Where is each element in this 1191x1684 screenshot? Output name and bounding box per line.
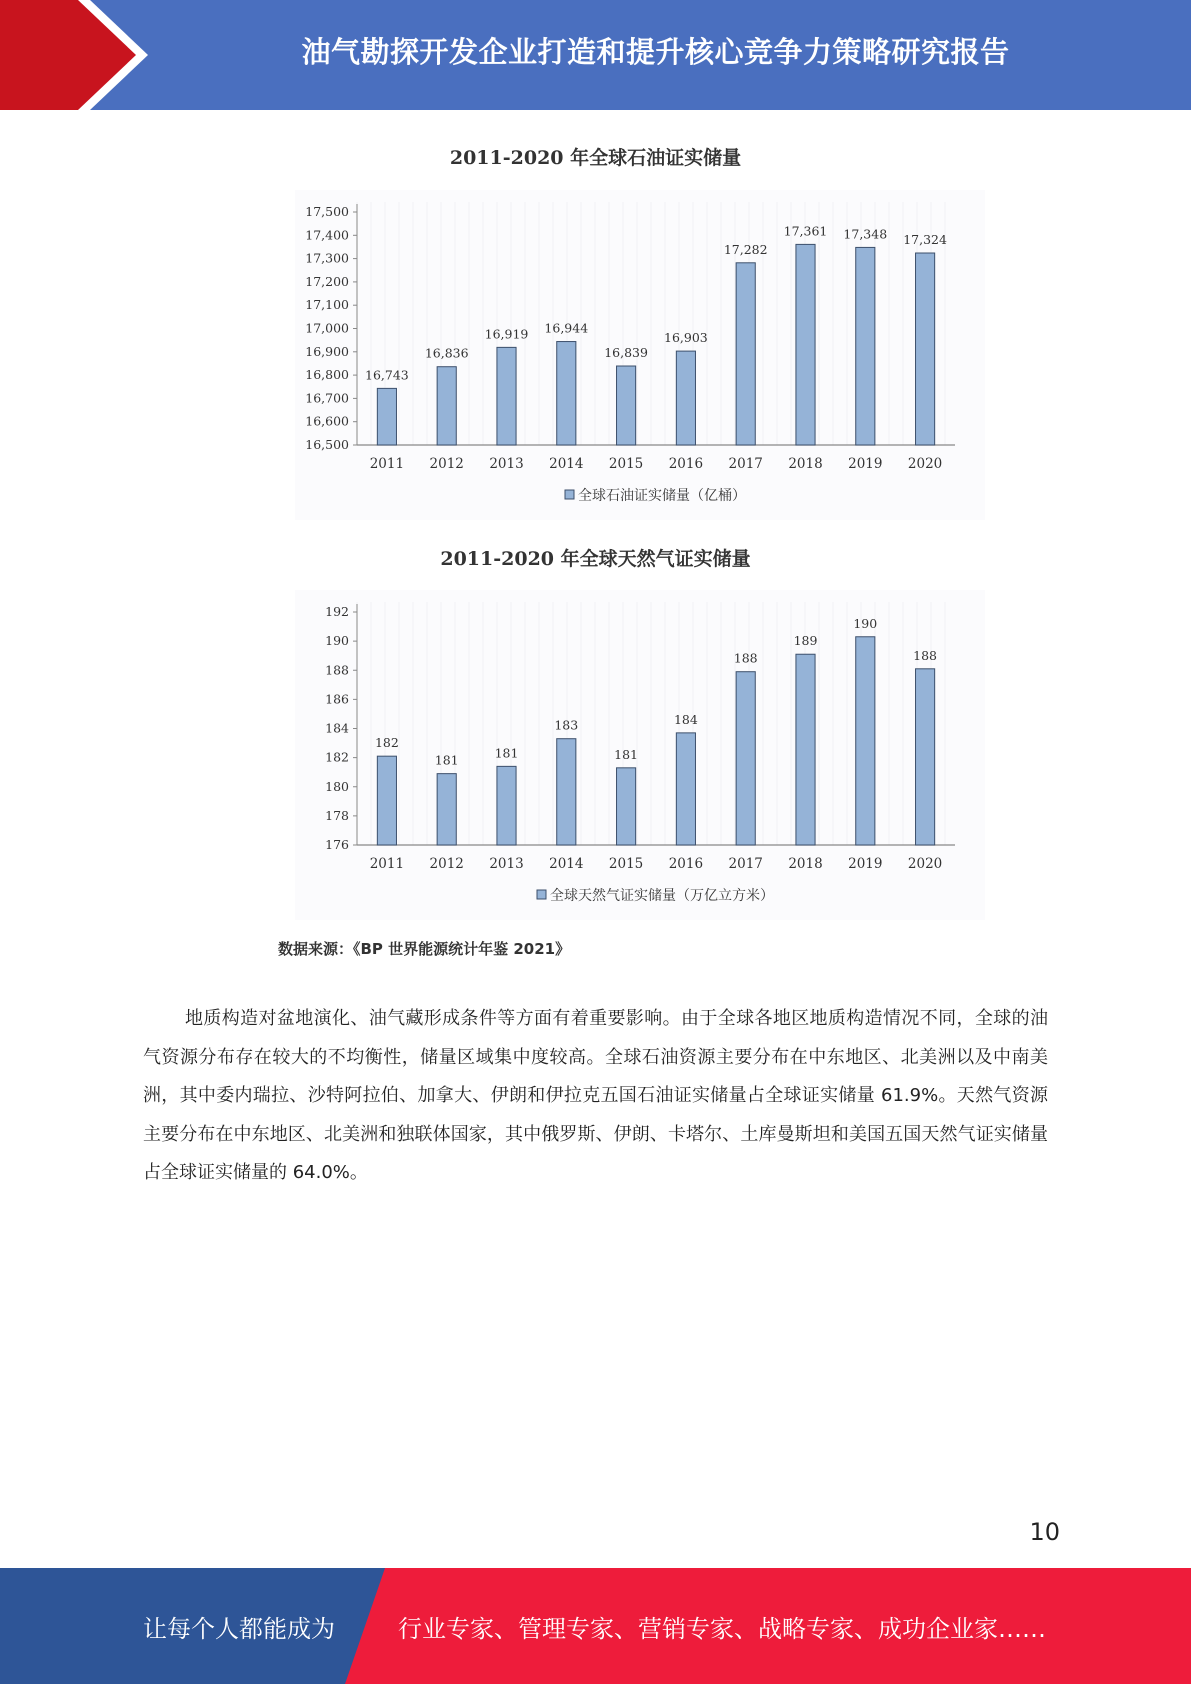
- data-label-2013: 181: [494, 745, 519, 761]
- y-tick-label: 17,300: [305, 250, 349, 266]
- legend-swatch: [565, 490, 574, 499]
- x-tick-label-2019: 2019: [848, 856, 883, 872]
- footer-bar: [0, 1568, 1191, 1684]
- bar-2019: [856, 247, 875, 445]
- data-label-2014: 183: [554, 717, 579, 733]
- y-tick-label: 17,400: [305, 227, 349, 243]
- data-label-2015: 16,839: [604, 345, 648, 361]
- gas-reserves-chart: [295, 590, 985, 920]
- x-tick-label-2016: 2016: [668, 456, 704, 472]
- legend-label: 全球天然气证实储量（万亿立方米）: [550, 888, 774, 904]
- data-label-2019: 190: [853, 615, 878, 631]
- data-label-2011: 16,743: [365, 367, 409, 383]
- data-label-2011: 182: [374, 735, 399, 751]
- y-tick-label: 182: [325, 749, 349, 765]
- bar-2018: [796, 244, 815, 445]
- y-tick-label: 176: [325, 837, 349, 852]
- y-tick-label: 178: [325, 807, 349, 823]
- data-label-2020: 188: [913, 647, 938, 663]
- bar-2015: [617, 366, 636, 445]
- y-tick-label: 17,500: [305, 204, 349, 219]
- footer-slogan-right: 行业专家、管理专家、营销专家、战略专家、成功企业家……: [398, 1614, 1046, 1643]
- x-tick-label-2018: 2018: [788, 856, 823, 872]
- data-label-2013: 16,919: [484, 326, 529, 342]
- x-tick-label-2020: 2020: [907, 456, 943, 472]
- data-label-2018: 17,361: [783, 223, 828, 239]
- report-title: 油气勘探开发企业打造和提升核心竞争力策略研究报告: [301, 34, 1010, 69]
- bar-2017: [736, 263, 755, 445]
- x-tick-label-2012: 2012: [429, 856, 464, 872]
- x-tick-label-2012: 2012: [429, 456, 464, 472]
- bar-2014: [557, 739, 576, 845]
- oil-chart-title: 2011-2020 年全球石油证实储量: [449, 147, 742, 169]
- y-tick-label: 17,100: [305, 297, 349, 313]
- data-label-2017: 17,282: [723, 241, 768, 257]
- x-tick-label-2019: 2019: [848, 456, 883, 472]
- bar-2019: [856, 637, 875, 845]
- y-tick-label: 184: [325, 720, 349, 736]
- data-label-2012: 16,836: [424, 345, 469, 361]
- gas-chart-title: 2011-2020 年全球天然气证实储量: [440, 548, 751, 570]
- bar-2020: [916, 253, 935, 445]
- y-tick-label: 16,500: [305, 437, 349, 452]
- body-paragraph: 地质构造对盆地演化、油气藏形成条件等方面有着重要影响。由于全球各地区地质构造情况不同，全球的油气资源分布存在较大的不均衡性，储量区域集中度较高。全球石油资源主要分布在中东地区、北美洲以及中南美洲，其中委内瑞拉、沙特阿拉伯、加拿大、伊朗和伊拉克五国石油证实储量占全球证实储量 61.9%。天然气资源主要分布在中东地区、北美洲和独联体国家，其中俄罗斯、伊朗、卡塔尔、土库曼斯坦和美国五国天然气证实储量占全球证实储量的 64.0%。: [143, 1008, 1048, 1183]
- y-tick-label: 180: [325, 778, 349, 794]
- x-tick-label-2011: 2011: [369, 856, 405, 872]
- bar-2012: [437, 774, 456, 845]
- x-tick-label-2016: 2016: [668, 856, 704, 872]
- x-tick-label-2013: 2013: [489, 856, 524, 872]
- y-tick-label: 17,000: [305, 320, 349, 336]
- bar-2012: [437, 367, 456, 445]
- data-source: 数据来源：《BP 世界能源统计年鉴 2021》: [278, 940, 571, 958]
- x-tick-label-2017: 2017: [728, 456, 763, 472]
- x-tick-label-2017: 2017: [728, 856, 763, 872]
- x-tick-label-2015: 2015: [608, 456, 644, 472]
- bar-2016: [676, 733, 695, 845]
- page-number: 10: [1029, 1518, 1060, 1546]
- data-label-2012: 181: [434, 752, 459, 768]
- x-tick-label-2014: 2014: [549, 856, 584, 872]
- x-tick-label-2011: 2011: [369, 456, 405, 472]
- bar-2016: [676, 351, 695, 445]
- data-label-2016: 16,903: [664, 330, 708, 346]
- bar-2013: [497, 766, 516, 845]
- data-label-2016: 184: [673, 711, 698, 727]
- data-label-2019: 17,348: [843, 226, 888, 242]
- data-label-2015: 181: [614, 746, 639, 762]
- data-label-2017: 188: [733, 650, 758, 666]
- y-tick-label: 17,200: [305, 273, 349, 289]
- x-tick-label-2020: 2020: [907, 856, 943, 872]
- y-tick-label: 190: [325, 633, 349, 649]
- legend-label: 全球石油证实储量（亿桶）: [578, 488, 746, 504]
- bar-2014: [557, 342, 576, 445]
- bar-2011: [377, 388, 396, 445]
- oil-reserves-chart: [295, 190, 985, 520]
- footer-slogan-left: 让每个人都能成为: [143, 1614, 335, 1643]
- header-bar: [0, 0, 1191, 110]
- x-tick-label-2013: 2013: [489, 456, 524, 472]
- bar-2013: [497, 347, 516, 445]
- y-tick-label: 16,700: [305, 390, 349, 406]
- data-label-2014: 16,944: [544, 320, 589, 336]
- x-tick-label-2018: 2018: [788, 456, 823, 472]
- y-tick-label: 188: [325, 662, 349, 678]
- x-tick-label-2015: 2015: [608, 856, 644, 872]
- x-tick-label-2014: 2014: [549, 456, 584, 472]
- bar-2017: [736, 672, 755, 845]
- y-tick-label: 16,600: [305, 413, 349, 429]
- y-tick-label: 192: [325, 604, 349, 619]
- bar-2020: [916, 669, 935, 845]
- header-arrow-decoration: [0, 0, 150, 110]
- bar-2011: [377, 756, 396, 845]
- y-tick-label: 186: [325, 691, 349, 707]
- y-tick-label: 16,800: [305, 367, 349, 383]
- data-label-2020: 17,324: [903, 232, 947, 248]
- legend-swatch: [537, 890, 546, 899]
- bar-2015: [617, 768, 636, 845]
- bar-2018: [796, 654, 815, 845]
- y-tick-label: 16,900: [305, 343, 349, 359]
- data-label-2018: 189: [793, 633, 818, 649]
